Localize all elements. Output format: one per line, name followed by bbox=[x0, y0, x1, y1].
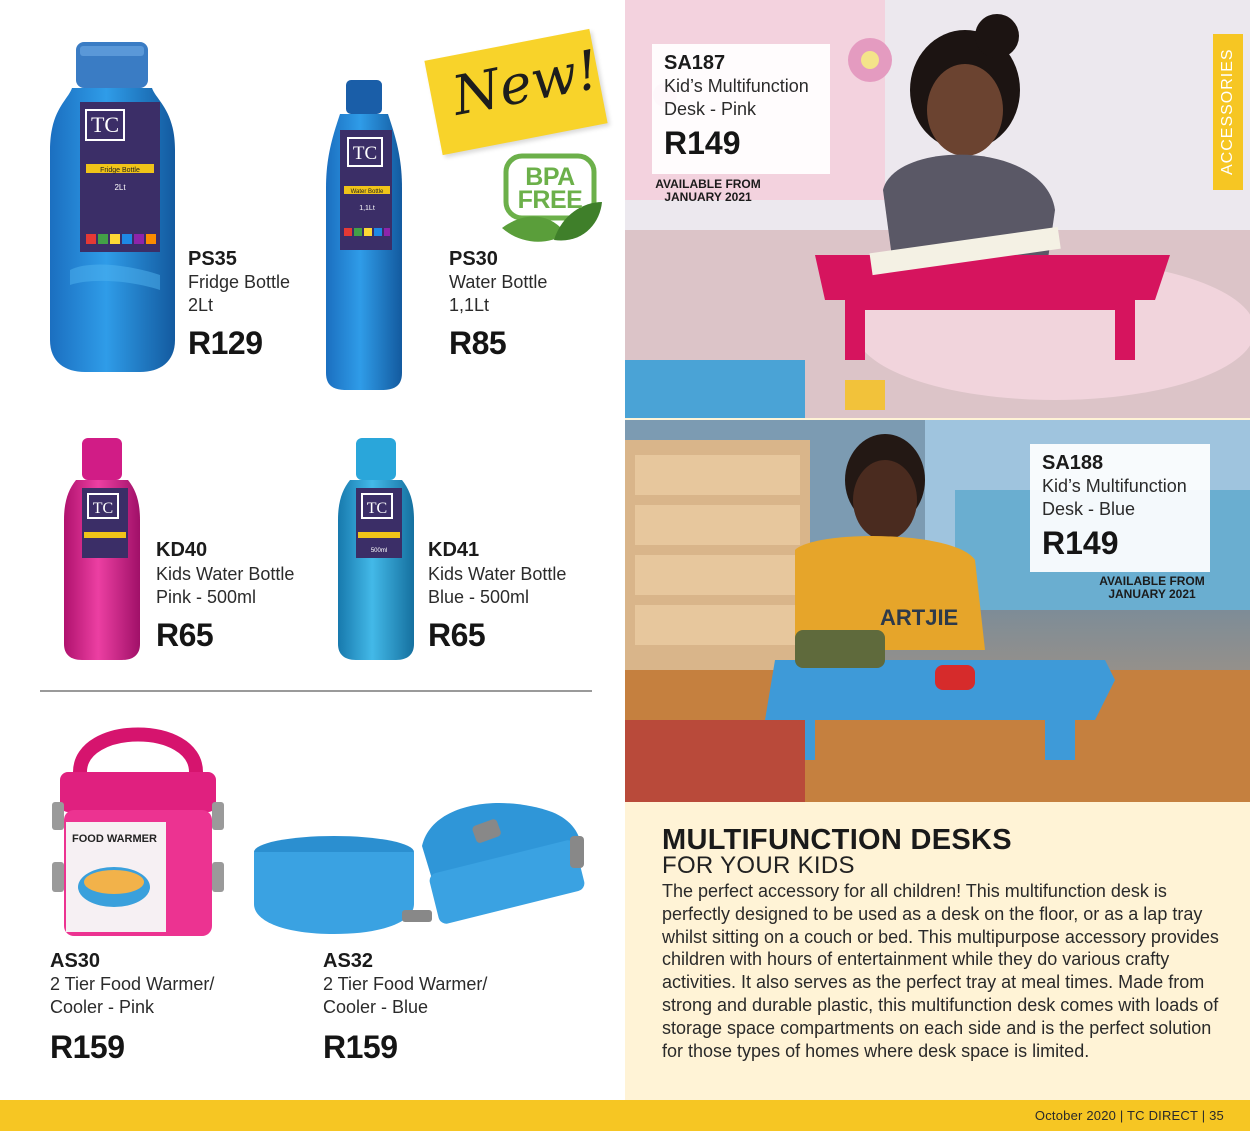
sa188-name: Kid’s Multifunction bbox=[1042, 476, 1187, 496]
ps35-name: Fridge Bottle bbox=[188, 272, 291, 292]
kd40-sku: KD40 bbox=[156, 539, 208, 561]
sa188-price: R149 bbox=[1042, 525, 1119, 561]
sa188-avail-line1: AVAILABLE FROM bbox=[1099, 574, 1205, 588]
as30-size: Cooler - Pink bbox=[50, 997, 155, 1017]
fridge-bottle-tag-text: Fridge Bottle bbox=[100, 167, 140, 174]
as30-sku: AS30 bbox=[50, 950, 101, 972]
feature-body: The perfect accessory for all children! This multifunction desk is perfectly designed to be used as a desk on the floor, or as a lap tray whilst sitting on a couch or bed. This multipurpose accessory provides children with hours of entertainment while they do various crafty activities. It also serves as the perfect tray at meal times. Made from strong and durable plastic, this multifunction desk comes with loads of storage space compartments on each side and is the perfect solution for those types of homes where desk space is limited. bbox=[662, 881, 1219, 1061]
as32-price: R159 bbox=[323, 1029, 398, 1065]
sa188-variant: Desk - Blue bbox=[1042, 499, 1136, 519]
kd41-sku: KD41 bbox=[428, 539, 480, 561]
ps35-sku: PS35 bbox=[188, 248, 237, 270]
fridge-bottle-tag-size: 2Lt bbox=[114, 183, 126, 192]
sa187-sku: SA187 bbox=[664, 52, 726, 74]
feature-heading: MULTIFUNCTION DESKS bbox=[662, 824, 1012, 856]
sa187-avail-line1: AVAILABLE FROM bbox=[655, 177, 761, 191]
water-bottle-image bbox=[322, 78, 406, 392]
kd41-name: Kids Water Bottle bbox=[428, 564, 567, 584]
feature-subheading: FOR YOUR KIDS bbox=[662, 852, 855, 879]
sa187-availability bbox=[648, 178, 768, 204]
sa187-name: Kid’s Multifunction bbox=[664, 76, 809, 96]
ps30-price: R85 bbox=[449, 325, 507, 361]
new-badge-text: New! bbox=[447, 37, 604, 128]
shirt-text: ARTJIE bbox=[880, 605, 959, 630]
fridge-bottle-image bbox=[40, 40, 190, 375]
sa188-avail-line2: JANUARY 2021 bbox=[1108, 587, 1196, 601]
kd40-price: R65 bbox=[156, 617, 214, 653]
bpa-free-text bbox=[510, 163, 590, 214]
kids-bottle-blue-image bbox=[334, 436, 418, 662]
ps30-size: 1,1Lt bbox=[449, 295, 490, 315]
kd41-size: Blue - 500ml bbox=[428, 587, 530, 607]
ps35-size: 2Lt bbox=[188, 295, 214, 315]
kd40-name: Kids Water Bottle bbox=[156, 564, 295, 584]
ps30-sku: PS30 bbox=[449, 248, 498, 270]
bpa-line2: FREE bbox=[517, 186, 583, 214]
food-warmer-pink-image bbox=[50, 712, 226, 944]
kids-bottle-blue-tc-label: TC bbox=[366, 500, 388, 517]
section-tab-label: ACCESSORIES bbox=[1219, 48, 1236, 176]
kd40-size: Pink - 500ml bbox=[156, 587, 257, 607]
section-divider bbox=[40, 690, 592, 692]
kids-bottle-pink-tc-label: TC bbox=[92, 500, 114, 517]
water-bottle-tc-label: TC bbox=[352, 143, 378, 164]
sa187-avail-line2: JANUARY 2021 bbox=[664, 190, 752, 204]
food-warmer-box-label: FOOD WARMER bbox=[72, 833, 157, 845]
sa187-variant: Desk - Pink bbox=[664, 99, 757, 119]
as32-sku: AS32 bbox=[323, 950, 374, 972]
kids-bottle-pink-image bbox=[60, 436, 144, 662]
sa188-availability bbox=[1094, 575, 1210, 601]
as32-size: Cooler - Blue bbox=[323, 997, 429, 1017]
ps35-price: R129 bbox=[188, 325, 263, 361]
kd41-price: R65 bbox=[428, 617, 486, 653]
footer-bar bbox=[0, 1100, 1250, 1131]
bpa-line1: BPA bbox=[525, 163, 575, 191]
kids-bottle-blue-tag-size: 500ml bbox=[370, 548, 388, 554]
as30-price: R159 bbox=[50, 1029, 125, 1065]
sa188-price-card bbox=[1030, 444, 1210, 572]
sa187-price: R149 bbox=[664, 125, 741, 161]
sa188-sku: SA188 bbox=[1042, 452, 1104, 474]
food-warmer-blue-image bbox=[252, 792, 592, 942]
ps30-name: Water Bottle bbox=[449, 272, 548, 292]
fridge-bottle-tc-label: TC bbox=[90, 112, 120, 137]
footer-text: October 2020 | TC DIRECT | 35 bbox=[1034, 1108, 1224, 1123]
as30-name: 2 Tier Food Warmer/ bbox=[50, 974, 215, 994]
sa187-price-card bbox=[652, 44, 830, 174]
water-bottle-tag-text: Water Bottle bbox=[350, 189, 384, 195]
water-bottle-tag-size: 1,1Lt bbox=[359, 205, 375, 212]
as32-name: 2 Tier Food Warmer/ bbox=[323, 974, 488, 994]
